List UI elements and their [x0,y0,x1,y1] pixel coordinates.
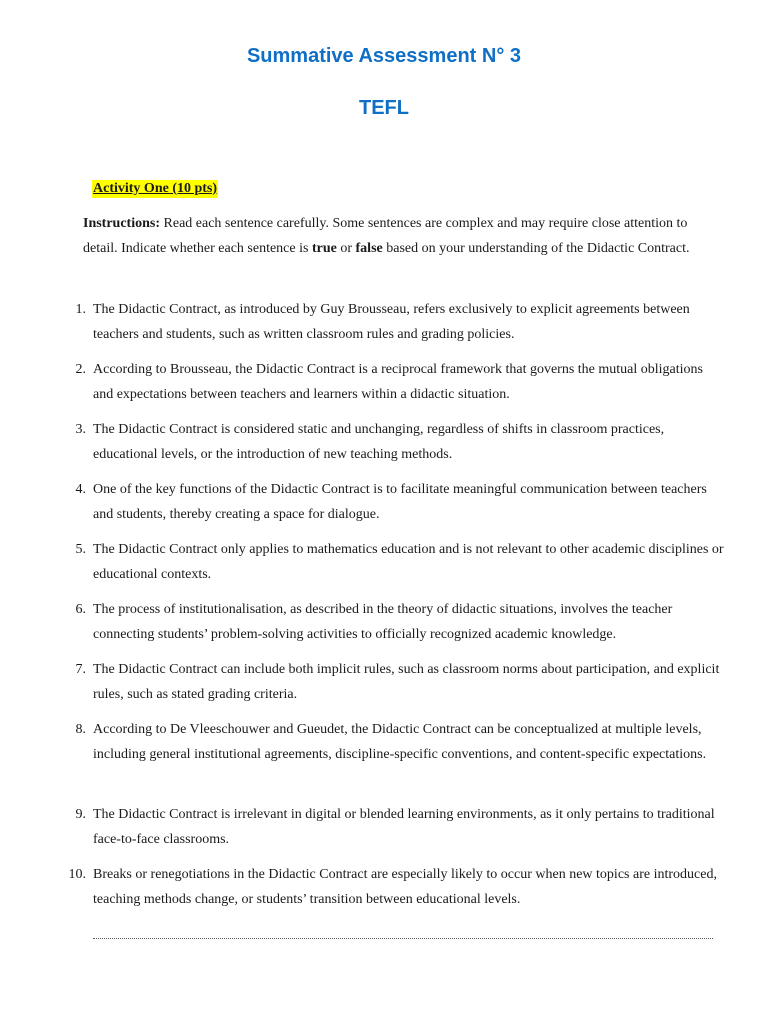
item-number: 10. [68,867,86,882]
instructions-text-2: based on your understanding of the Didactic Contract. [382,241,690,256]
item-number: 4. [75,482,86,497]
item-text: One of the key functions of the Didactic Contract is to facilitate meaningful communication between teachers and students, thereby creating a space for dialogue. [93,482,707,522]
page-title: Summative Assessment N° 3 [246,45,522,67]
item-text: Breaks or renegotiations in the Didactic Contract are especially likely to occur when new topics are introduced, teaching methods change, or students’ transition between educational levels. [93,867,717,907]
answer-dotted-line [93,926,713,939]
item-text: The Didactic Contract is irrelevant in digital or blended learning environments, as it only pertains to traditional face-to-face classrooms. [93,807,715,847]
item-number: 3. [75,422,86,437]
item-number: 1. [75,302,86,317]
page-subtitle: TEFL [359,97,409,119]
item-number: 7. [75,662,86,677]
item-text: The Didactic Contract only applies to mathematics education and is not relevant to other academic disciplines or educational contexts. [93,542,724,582]
item-number: 8. [75,722,86,737]
instructions-false-word: false [355,241,383,256]
item-text: The Didactic Contract, as introduced by Guy Brousseau, refers exclusively to explicit agreements between teachers and students, such as written classroom rules and grading policies. [93,302,690,342]
item-number: 5. [75,542,86,557]
item-text: The process of institutionalisation, as described in the theory of didactic situations, involves the teacher connecting students’ problem-solving activities to officially recognized academic knowledge. [93,602,673,642]
activity-heading: Activity One (10 pts) [93,181,218,196]
item-text: According to Brousseau, the Didactic Contract is a reciprocal framework that governs the mutual obligations and expectations between teachers and learners within a didactic situation. [93,362,703,402]
item-text: The Didactic Contract is considered static and unchanging, regardless of shifts in classroom practices, educational levels, or the introduction of new teaching methods. [93,422,665,462]
item-text: According to De Vleeschouwer and Gueudet, the Didactic Contract can be conceptualized at multiple levels, including general institutional agreements, discipline-specific conventions, and content-specific expectations. [93,722,707,762]
item-number: 6. [75,602,86,617]
instructions-label: Instructions: [83,216,161,231]
item-number: 9. [75,807,86,822]
instructions-paragraph [83,211,723,261]
instructions-true-word: true [311,241,337,256]
item-text: The Didactic Contract can include both implicit rules, such as classroom norms about participation, and explicit rules, such as stated grading criteria. [93,662,720,702]
item-number: 2. [75,362,86,377]
instructions-text-1: Read each sentence carefully. Some sentences are complex and may require close attention to detail. Indicate whether each sentence is [83,216,688,256]
instructions-or-word: or [336,241,356,256]
